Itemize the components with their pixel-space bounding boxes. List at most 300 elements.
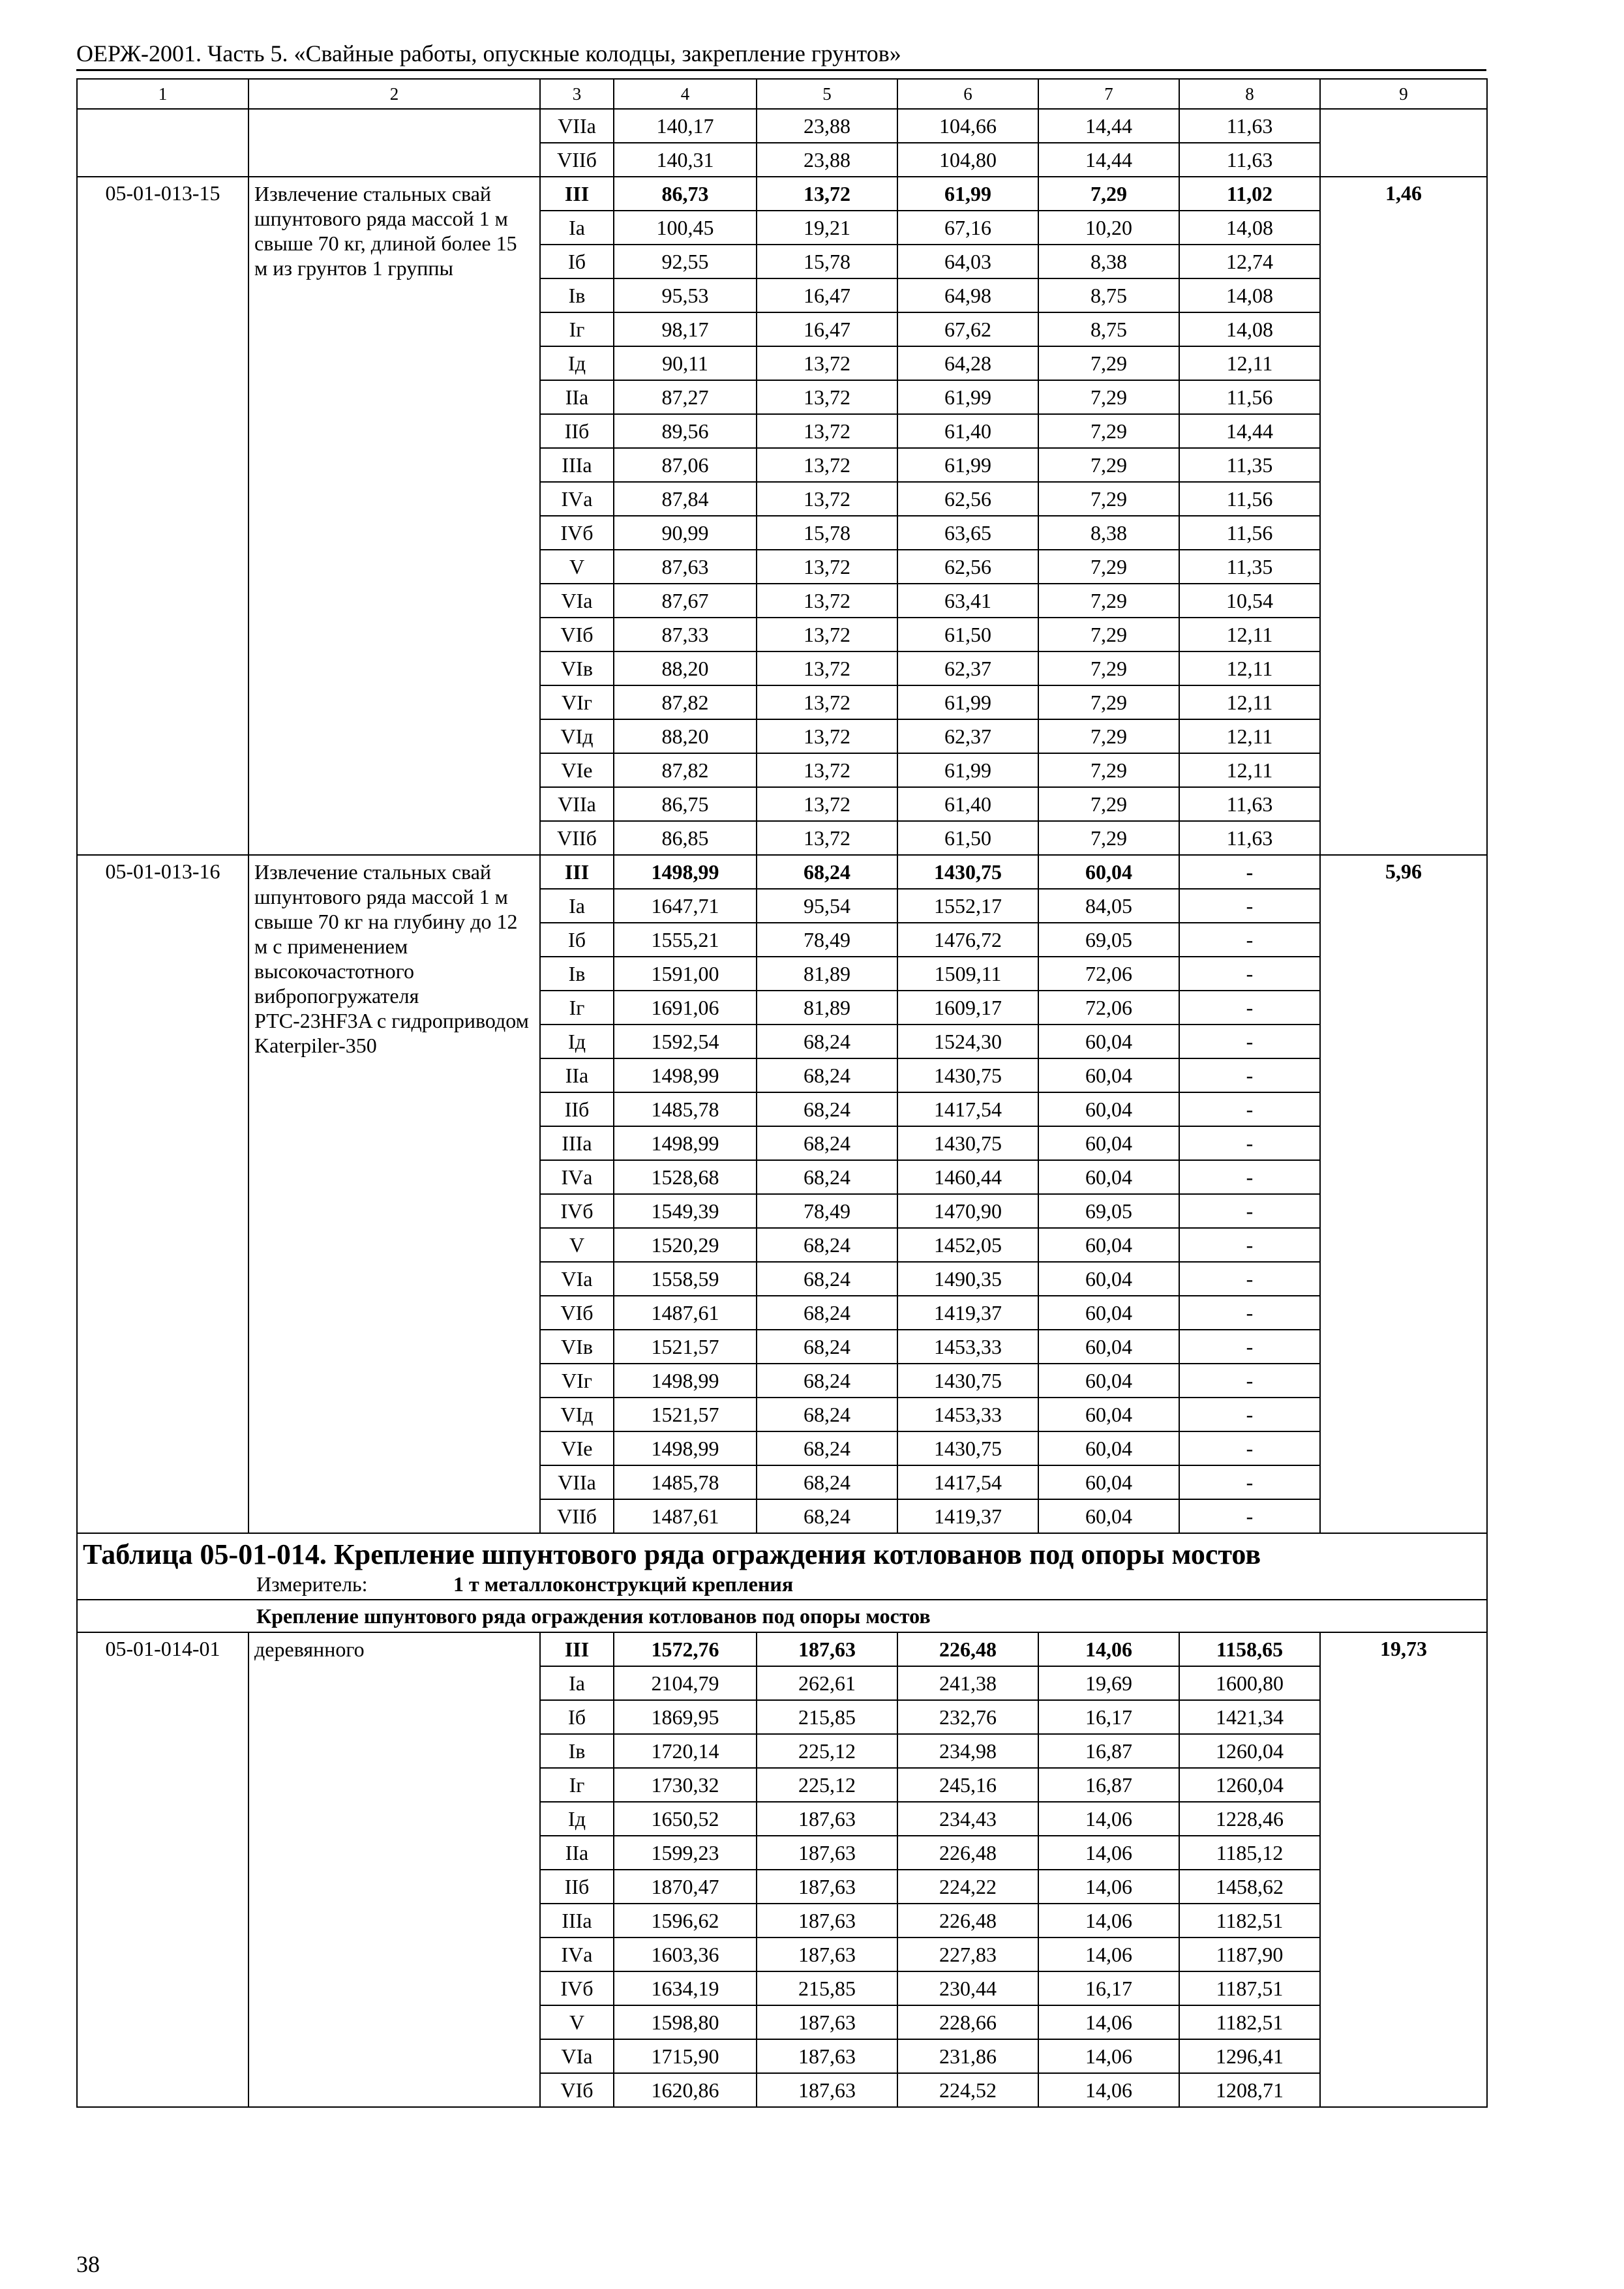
zone-cell: IIб — [540, 1092, 614, 1126]
zone-cell: VIIа — [540, 787, 614, 821]
wages-cell: 13,72 — [757, 482, 897, 516]
machine-cost-cell: 61,99 — [897, 685, 1038, 719]
direct-cost-cell: 1485,78 — [614, 1465, 757, 1499]
direct-cost-cell: 1598,80 — [614, 2005, 757, 2039]
zone-cell: Iв — [540, 278, 614, 312]
machine-cost-cell: 1470,90 — [897, 1194, 1038, 1228]
machine-cost-cell: 230,44 — [897, 1971, 1038, 2005]
materials-cost-cell: - — [1179, 923, 1320, 957]
operator-wages-cell: 16,87 — [1038, 1768, 1179, 1802]
materials-cost-cell: 1260,04 — [1179, 1768, 1320, 1802]
table-title-block — [77, 1533, 1487, 1600]
wages-cell: 13,72 — [757, 787, 897, 821]
column-number: 4 — [614, 79, 757, 109]
wages-cell: 95,54 — [757, 889, 897, 923]
direct-cost-cell: 1650,52 — [614, 1802, 757, 1836]
direct-cost-cell: 87,27 — [614, 380, 757, 414]
materials-cost-cell: 1421,34 — [1179, 1700, 1320, 1734]
zone-cell: Iа — [540, 889, 614, 923]
materials-cost-cell: - — [1179, 1262, 1320, 1296]
machine-cost-cell: 104,66 — [897, 109, 1038, 143]
price-table — [76, 78, 1488, 2108]
wages-cell: 19,21 — [757, 211, 897, 245]
operator-wages-cell: 7,29 — [1038, 550, 1179, 584]
wages-cell: 187,63 — [757, 1870, 897, 1904]
column-number: 3 — [540, 79, 614, 109]
meter-label: Измеритель: — [256, 1572, 368, 1596]
machine-cost-cell: 104,80 — [897, 143, 1038, 177]
machine-cost-cell: 62,56 — [897, 482, 1038, 516]
machine-cost-cell: 1419,37 — [897, 1296, 1038, 1330]
zone-cell: VIд — [540, 1398, 614, 1431]
materials-cost-cell: 11,63 — [1179, 787, 1320, 821]
wages-cell: 23,88 — [757, 143, 897, 177]
operator-wages-cell: 7,29 — [1038, 685, 1179, 719]
direct-cost-cell: 87,67 — [614, 584, 757, 618]
wages-cell: 187,63 — [757, 1836, 897, 1870]
item-description: деревянного — [248, 1632, 540, 2107]
machine-cost-cell: 1430,75 — [897, 1364, 1038, 1398]
operator-wages-cell: 84,05 — [1038, 889, 1179, 923]
machine-cost-cell: 228,66 — [897, 2005, 1038, 2039]
wages-cell: 187,63 — [757, 1802, 897, 1836]
direct-cost-cell: 1498,99 — [614, 1364, 757, 1398]
direct-cost-cell: 87,63 — [614, 550, 757, 584]
wages-cell: 13,72 — [757, 380, 897, 414]
wages-cell: 68,24 — [757, 1160, 897, 1194]
materials-cost-cell: - — [1179, 991, 1320, 1025]
direct-cost-cell: 1487,61 — [614, 1296, 757, 1330]
materials-cost-cell: 14,08 — [1179, 211, 1320, 245]
operator-wages-cell: 8,75 — [1038, 312, 1179, 346]
machine-cost-cell: 1524,30 — [897, 1025, 1038, 1058]
machine-cost-cell: 224,52 — [897, 2073, 1038, 2107]
direct-cost-cell: 1647,71 — [614, 889, 757, 923]
direct-cost-cell: 1572,76 — [614, 1632, 757, 1666]
zone-cell: VIб — [540, 618, 614, 651]
zone-cell: VIб — [540, 2073, 614, 2107]
materials-cost-cell: 11,63 — [1179, 821, 1320, 855]
zone-cell: IIIа — [540, 448, 614, 482]
zone-cell: Iг — [540, 991, 614, 1025]
materials-cost-cell: - — [1179, 1465, 1320, 1499]
machine-cost-cell: 61,50 — [897, 618, 1038, 651]
item-code: 05-01-013-15 — [77, 177, 248, 855]
operator-wages-cell: 14,06 — [1038, 1632, 1179, 1666]
materials-cost-cell: 11,56 — [1179, 380, 1320, 414]
operator-wages-cell: 14,06 — [1038, 1802, 1179, 1836]
wages-cell: 13,72 — [757, 618, 897, 651]
operator-wages-cell: 8,38 — [1038, 516, 1179, 550]
column-number: 5 — [757, 79, 897, 109]
direct-cost-cell: 1596,62 — [614, 1904, 757, 1937]
direct-cost-cell: 1498,99 — [614, 1126, 757, 1160]
direct-cost-cell: 87,33 — [614, 618, 757, 651]
zone-cell: Iд — [540, 1025, 614, 1058]
machine-cost-cell: 232,76 — [897, 1700, 1038, 1734]
operator-wages-cell: 10,20 — [1038, 211, 1179, 245]
materials-cost-cell: 11,35 — [1179, 550, 1320, 584]
machine-cost-cell: 1419,37 — [897, 1499, 1038, 1533]
direct-cost-cell: 1715,90 — [614, 2039, 757, 2073]
table-row — [77, 177, 1487, 211]
materials-cost-cell: - — [1179, 1398, 1320, 1431]
zone-cell: Iа — [540, 1666, 614, 1700]
zone-cell: VIг — [540, 685, 614, 719]
direct-cost-cell: 1498,99 — [614, 1058, 757, 1092]
wages-cell: 13,72 — [757, 550, 897, 584]
machine-cost-cell: 61,99 — [897, 753, 1038, 787]
machine-cost-cell: 1452,05 — [897, 1228, 1038, 1262]
direct-cost-cell: 140,31 — [614, 143, 757, 177]
column-number: 1 — [77, 79, 248, 109]
materials-cost-cell: 1182,51 — [1179, 1904, 1320, 1937]
operator-wages-cell: 60,04 — [1038, 855, 1179, 889]
machine-cost-cell: 64,03 — [897, 245, 1038, 278]
machine-cost-cell: 61,99 — [897, 380, 1038, 414]
zone-cell: IIб — [540, 1870, 614, 1904]
operator-wages-cell: 19,69 — [1038, 1666, 1179, 1700]
operator-wages-cell: 14,06 — [1038, 2005, 1179, 2039]
materials-cost-cell: 1185,12 — [1179, 1836, 1320, 1870]
zone-cell: IIа — [540, 1836, 614, 1870]
machine-cost-cell: 1460,44 — [897, 1160, 1038, 1194]
materials-cost-cell: 1187,51 — [1179, 1971, 1320, 2005]
machine-cost-cell: 224,22 — [897, 1870, 1038, 1904]
materials-cost-cell: 11,63 — [1179, 143, 1320, 177]
operator-wages-cell: 72,06 — [1038, 957, 1179, 991]
machine-cost-cell: 61,99 — [897, 177, 1038, 211]
zone-cell: IIа — [540, 380, 614, 414]
operator-wages-cell: 14,44 — [1038, 109, 1179, 143]
operator-wages-cell: 60,04 — [1038, 1092, 1179, 1126]
materials-cost-cell: 10,54 — [1179, 584, 1320, 618]
zone-cell: VIIа — [540, 109, 614, 143]
column-number: 2 — [248, 79, 540, 109]
zone-cell: III — [540, 855, 614, 889]
zone-cell: III — [540, 1632, 614, 1666]
materials-cost-cell: - — [1179, 1058, 1320, 1092]
operator-wages-cell: 7,29 — [1038, 414, 1179, 448]
zone-cell: VIа — [540, 2039, 614, 2073]
operator-wages-cell: 8,38 — [1038, 245, 1179, 278]
table-title-row — [77, 1533, 1487, 1600]
column-number: 9 — [1320, 79, 1487, 109]
wages-cell: 68,24 — [757, 1465, 897, 1499]
direct-cost-cell: 1592,54 — [614, 1025, 757, 1058]
operator-wages-cell: 7,29 — [1038, 380, 1179, 414]
table-title: Таблица 05-01-014. Крепление шпунтового ряда ограждения котлованов под опоры мостов — [83, 1538, 1261, 1570]
materials-cost-cell: 12,11 — [1179, 618, 1320, 651]
machine-cost-cell: 234,43 — [897, 1802, 1038, 1836]
machine-cost-cell: 62,37 — [897, 651, 1038, 685]
item-description: Извлечение стальных свай шпунтового ряда массой 1 м свыше 70 кг, длиной более 15 м из грунтов 1 группы — [248, 177, 540, 855]
wages-cell: 215,85 — [757, 1971, 897, 2005]
machine-cost-cell: 64,28 — [897, 346, 1038, 380]
machine-cost-cell: 1453,33 — [897, 1330, 1038, 1364]
materials-cost-cell: 11,35 — [1179, 448, 1320, 482]
operator-wages-cell: 14,44 — [1038, 143, 1179, 177]
operator-wages-cell: 60,04 — [1038, 1228, 1179, 1262]
direct-cost-cell: 2104,79 — [614, 1666, 757, 1700]
operator-wages-cell: 60,04 — [1038, 1025, 1179, 1058]
machine-cost-cell: 1430,75 — [897, 1431, 1038, 1465]
wages-cell: 13,72 — [757, 719, 897, 753]
header-rule — [76, 69, 1486, 71]
operator-wages-cell: 69,05 — [1038, 1194, 1179, 1228]
machine-cost-cell: 61,99 — [897, 448, 1038, 482]
machine-cost-cell: 226,48 — [897, 1836, 1038, 1870]
zone-cell: IVб — [540, 1971, 614, 2005]
zone-cell: IVа — [540, 482, 614, 516]
direct-cost-cell: 98,17 — [614, 312, 757, 346]
wages-cell: 13,72 — [757, 753, 897, 787]
direct-cost-cell: 1549,39 — [614, 1194, 757, 1228]
operator-wages-cell: 7,29 — [1038, 618, 1179, 651]
direct-cost-cell: 88,20 — [614, 719, 757, 753]
materials-cost-cell: 12,11 — [1179, 346, 1320, 380]
direct-cost-cell: 95,53 — [614, 278, 757, 312]
machine-cost-cell: 1609,17 — [897, 991, 1038, 1025]
column-number: 6 — [897, 79, 1038, 109]
direct-cost-cell: 92,55 — [614, 245, 757, 278]
item-description: Извлечение стальных свай шпунтового ряда массой 1 м свыше 70 кг на глубину до 12 м с применением высокочастотного вибропогружателя РТС-23HF3A с гидроприводом Katerpiler-350 — [248, 855, 540, 1533]
materials-cost-cell: 1187,90 — [1179, 1937, 1320, 1971]
operator-wages-cell: 60,04 — [1038, 1126, 1179, 1160]
zone-cell: VIг — [540, 1364, 614, 1398]
wages-cell: 78,49 — [757, 923, 897, 957]
wages-cell: 81,89 — [757, 957, 897, 991]
operator-wages-cell: 8,75 — [1038, 278, 1179, 312]
materials-cost-cell: 11,56 — [1179, 516, 1320, 550]
zone-cell: V — [540, 550, 614, 584]
direct-cost-cell: 1869,95 — [614, 1700, 757, 1734]
materials-cost-cell: - — [1179, 1296, 1320, 1330]
column-number: 7 — [1038, 79, 1179, 109]
zone-cell: Iб — [540, 1700, 614, 1734]
direct-cost-cell: 1485,78 — [614, 1092, 757, 1126]
materials-cost-cell: 14,08 — [1179, 278, 1320, 312]
zone-cell: VIа — [540, 1262, 614, 1296]
direct-cost-cell: 90,99 — [614, 516, 757, 550]
direct-cost-cell: 1870,47 — [614, 1870, 757, 1904]
wages-cell: 215,85 — [757, 1700, 897, 1734]
zone-cell: Iв — [540, 1734, 614, 1768]
zone-cell: VIв — [540, 1330, 614, 1364]
zone-cell: IIIа — [540, 1904, 614, 1937]
operator-wages-cell: 7,29 — [1038, 177, 1179, 211]
operator-wages-cell: 60,04 — [1038, 1058, 1179, 1092]
operator-wages-cell: 7,29 — [1038, 448, 1179, 482]
wages-cell: 13,72 — [757, 821, 897, 855]
materials-cost-cell: - — [1179, 855, 1320, 889]
section-subheading: Крепление шпунтового ряда ограждения котлованов под опоры мостов — [77, 1600, 1487, 1632]
materials-cost-cell: 1158,65 — [1179, 1632, 1320, 1666]
wages-cell: 15,78 — [757, 245, 897, 278]
direct-cost-cell: 1634,19 — [614, 1971, 757, 2005]
table-row — [77, 1632, 1487, 1666]
machine-cost-cell: 67,16 — [897, 211, 1038, 245]
wages-cell: 68,24 — [757, 1330, 897, 1364]
machine-cost-cell: 63,41 — [897, 584, 1038, 618]
item-code: 05-01-013-16 — [77, 855, 248, 1533]
direct-cost-cell: 140,17 — [614, 109, 757, 143]
wages-cell: 16,47 — [757, 312, 897, 346]
wages-cell: 78,49 — [757, 1194, 897, 1228]
operator-wages-cell: 14,06 — [1038, 1904, 1179, 1937]
zone-cell: Iа — [540, 211, 614, 245]
materials-cost-cell: 12,11 — [1179, 651, 1320, 685]
machine-cost-cell: 226,48 — [897, 1904, 1038, 1937]
materials-cost-cell: - — [1179, 1126, 1320, 1160]
machine-cost-cell: 63,65 — [897, 516, 1038, 550]
direct-cost-cell: 1528,68 — [614, 1160, 757, 1194]
zone-cell: VIд — [540, 719, 614, 753]
direct-cost-cell: 1620,86 — [614, 2073, 757, 2107]
operator-wages-cell: 14,06 — [1038, 1836, 1179, 1870]
zone-cell: VIб — [540, 1296, 614, 1330]
operator-wages-cell: 60,04 — [1038, 1330, 1179, 1364]
wages-cell: 187,63 — [757, 1632, 897, 1666]
machine-cost-cell: 67,62 — [897, 312, 1038, 346]
item-code — [77, 109, 248, 177]
table-row — [77, 855, 1487, 889]
materials-cost-cell: 1260,04 — [1179, 1734, 1320, 1768]
wages-cell: 13,72 — [757, 177, 897, 211]
zone-cell: IIб — [540, 414, 614, 448]
wages-cell: 13,72 — [757, 685, 897, 719]
operator-wages-cell: 69,05 — [1038, 923, 1179, 957]
zone-cell: Iг — [540, 1768, 614, 1802]
operator-wages-cell: 16,87 — [1038, 1734, 1179, 1768]
materials-cost-cell: - — [1179, 1025, 1320, 1058]
operator-wages-cell: 7,29 — [1038, 787, 1179, 821]
machine-cost-cell: 1476,72 — [897, 923, 1038, 957]
machine-cost-cell: 227,83 — [897, 1937, 1038, 1971]
wages-cell: 68,24 — [757, 1398, 897, 1431]
zone-cell: VIа — [540, 584, 614, 618]
labor-cost-cell: 1,46 — [1320, 177, 1487, 855]
materials-cost-cell: 11,02 — [1179, 177, 1320, 211]
direct-cost-cell: 87,84 — [614, 482, 757, 516]
machine-cost-cell: 234,98 — [897, 1734, 1038, 1768]
materials-cost-cell: 14,08 — [1179, 312, 1320, 346]
operator-wages-cell: 7,29 — [1038, 753, 1179, 787]
operator-wages-cell: 60,04 — [1038, 1160, 1179, 1194]
materials-cost-cell: 11,63 — [1179, 109, 1320, 143]
labor-cost-cell: 19,73 — [1320, 1632, 1487, 2107]
operator-wages-cell: 72,06 — [1038, 991, 1179, 1025]
zone-cell: VIIб — [540, 143, 614, 177]
materials-cost-cell: - — [1179, 1330, 1320, 1364]
direct-cost-cell: 86,73 — [614, 177, 757, 211]
operator-wages-cell: 7,29 — [1038, 821, 1179, 855]
wages-cell: 68,24 — [757, 1058, 897, 1092]
machine-cost-cell: 1509,11 — [897, 957, 1038, 991]
wages-cell: 68,24 — [757, 1431, 897, 1465]
zone-cell: III — [540, 177, 614, 211]
wages-cell: 68,24 — [757, 1262, 897, 1296]
document-header: ОЕРЖ-2001. Часть 5. «Свайные работы, опускные колодцы, закрепление грунтов» — [76, 40, 901, 67]
machine-cost-cell: 61,40 — [897, 414, 1038, 448]
wages-cell: 81,89 — [757, 991, 897, 1025]
machine-cost-cell: 1453,33 — [897, 1398, 1038, 1431]
wages-cell: 262,61 — [757, 1666, 897, 1700]
machine-cost-cell: 62,37 — [897, 719, 1038, 753]
wages-cell: 68,24 — [757, 1126, 897, 1160]
wages-cell: 13,72 — [757, 346, 897, 380]
wages-cell: 68,24 — [757, 1228, 897, 1262]
materials-cost-cell: 11,56 — [1179, 482, 1320, 516]
materials-cost-cell: 1182,51 — [1179, 2005, 1320, 2039]
direct-cost-cell: 86,85 — [614, 821, 757, 855]
operator-wages-cell: 7,29 — [1038, 482, 1179, 516]
item-description — [248, 109, 540, 177]
machine-cost-cell: 245,16 — [897, 1768, 1038, 1802]
direct-cost-cell: 88,20 — [614, 651, 757, 685]
materials-cost-cell: - — [1179, 889, 1320, 923]
wages-cell: 187,63 — [757, 1904, 897, 1937]
direct-cost-cell: 1520,29 — [614, 1228, 757, 1262]
materials-cost-cell: - — [1179, 1431, 1320, 1465]
operator-wages-cell: 7,29 — [1038, 719, 1179, 753]
direct-cost-cell: 90,11 — [614, 346, 757, 380]
direct-cost-cell: 87,82 — [614, 685, 757, 719]
direct-cost-cell: 1591,00 — [614, 957, 757, 991]
zone-cell: VIIб — [540, 1499, 614, 1533]
materials-cost-cell: 1600,80 — [1179, 1666, 1320, 1700]
zone-cell: V — [540, 1228, 614, 1262]
machine-cost-cell: 64,98 — [897, 278, 1038, 312]
wages-cell: 187,63 — [757, 2039, 897, 2073]
materials-cost-cell: 12,11 — [1179, 685, 1320, 719]
zone-cell: VIIб — [540, 821, 614, 855]
materials-cost-cell: 12,11 — [1179, 719, 1320, 753]
wages-cell: 13,72 — [757, 414, 897, 448]
machine-cost-cell: 1430,75 — [897, 1126, 1038, 1160]
zone-cell: VIIа — [540, 1465, 614, 1499]
wages-cell: 13,72 — [757, 584, 897, 618]
zone-cell: VIв — [540, 651, 614, 685]
wages-cell: 23,88 — [757, 109, 897, 143]
wages-cell: 15,78 — [757, 516, 897, 550]
labor-cost-cell: 5,96 — [1320, 855, 1487, 1533]
materials-cost-cell: 1296,41 — [1179, 2039, 1320, 2073]
direct-cost-cell: 1599,23 — [614, 1836, 757, 1870]
machine-cost-cell: 1552,17 — [897, 889, 1038, 923]
materials-cost-cell: 1208,71 — [1179, 2073, 1320, 2107]
operator-wages-cell: 14,06 — [1038, 2039, 1179, 2073]
machine-cost-cell: 62,56 — [897, 550, 1038, 584]
meter-value: 1 т металлоконструкций крепления — [453, 1572, 794, 1596]
column-numbers-row — [77, 79, 1487, 109]
operator-wages-cell: 14,06 — [1038, 1870, 1179, 1904]
zone-cell: Iб — [540, 245, 614, 278]
operator-wages-cell: 60,04 — [1038, 1262, 1179, 1296]
materials-cost-cell: - — [1179, 1228, 1320, 1262]
operator-wages-cell: 14,06 — [1038, 2073, 1179, 2107]
operator-wages-cell: 7,29 — [1038, 584, 1179, 618]
materials-cost-cell: 1458,62 — [1179, 1870, 1320, 1904]
zone-cell: Iд — [540, 1802, 614, 1836]
direct-cost-cell: 1603,36 — [614, 1937, 757, 1971]
materials-cost-cell: 12,74 — [1179, 245, 1320, 278]
operator-wages-cell: 7,29 — [1038, 346, 1179, 380]
direct-cost-cell: 86,75 — [614, 787, 757, 821]
labor-cost-cell — [1320, 109, 1487, 177]
materials-cost-cell: - — [1179, 1092, 1320, 1126]
operator-wages-cell: 7,29 — [1038, 651, 1179, 685]
